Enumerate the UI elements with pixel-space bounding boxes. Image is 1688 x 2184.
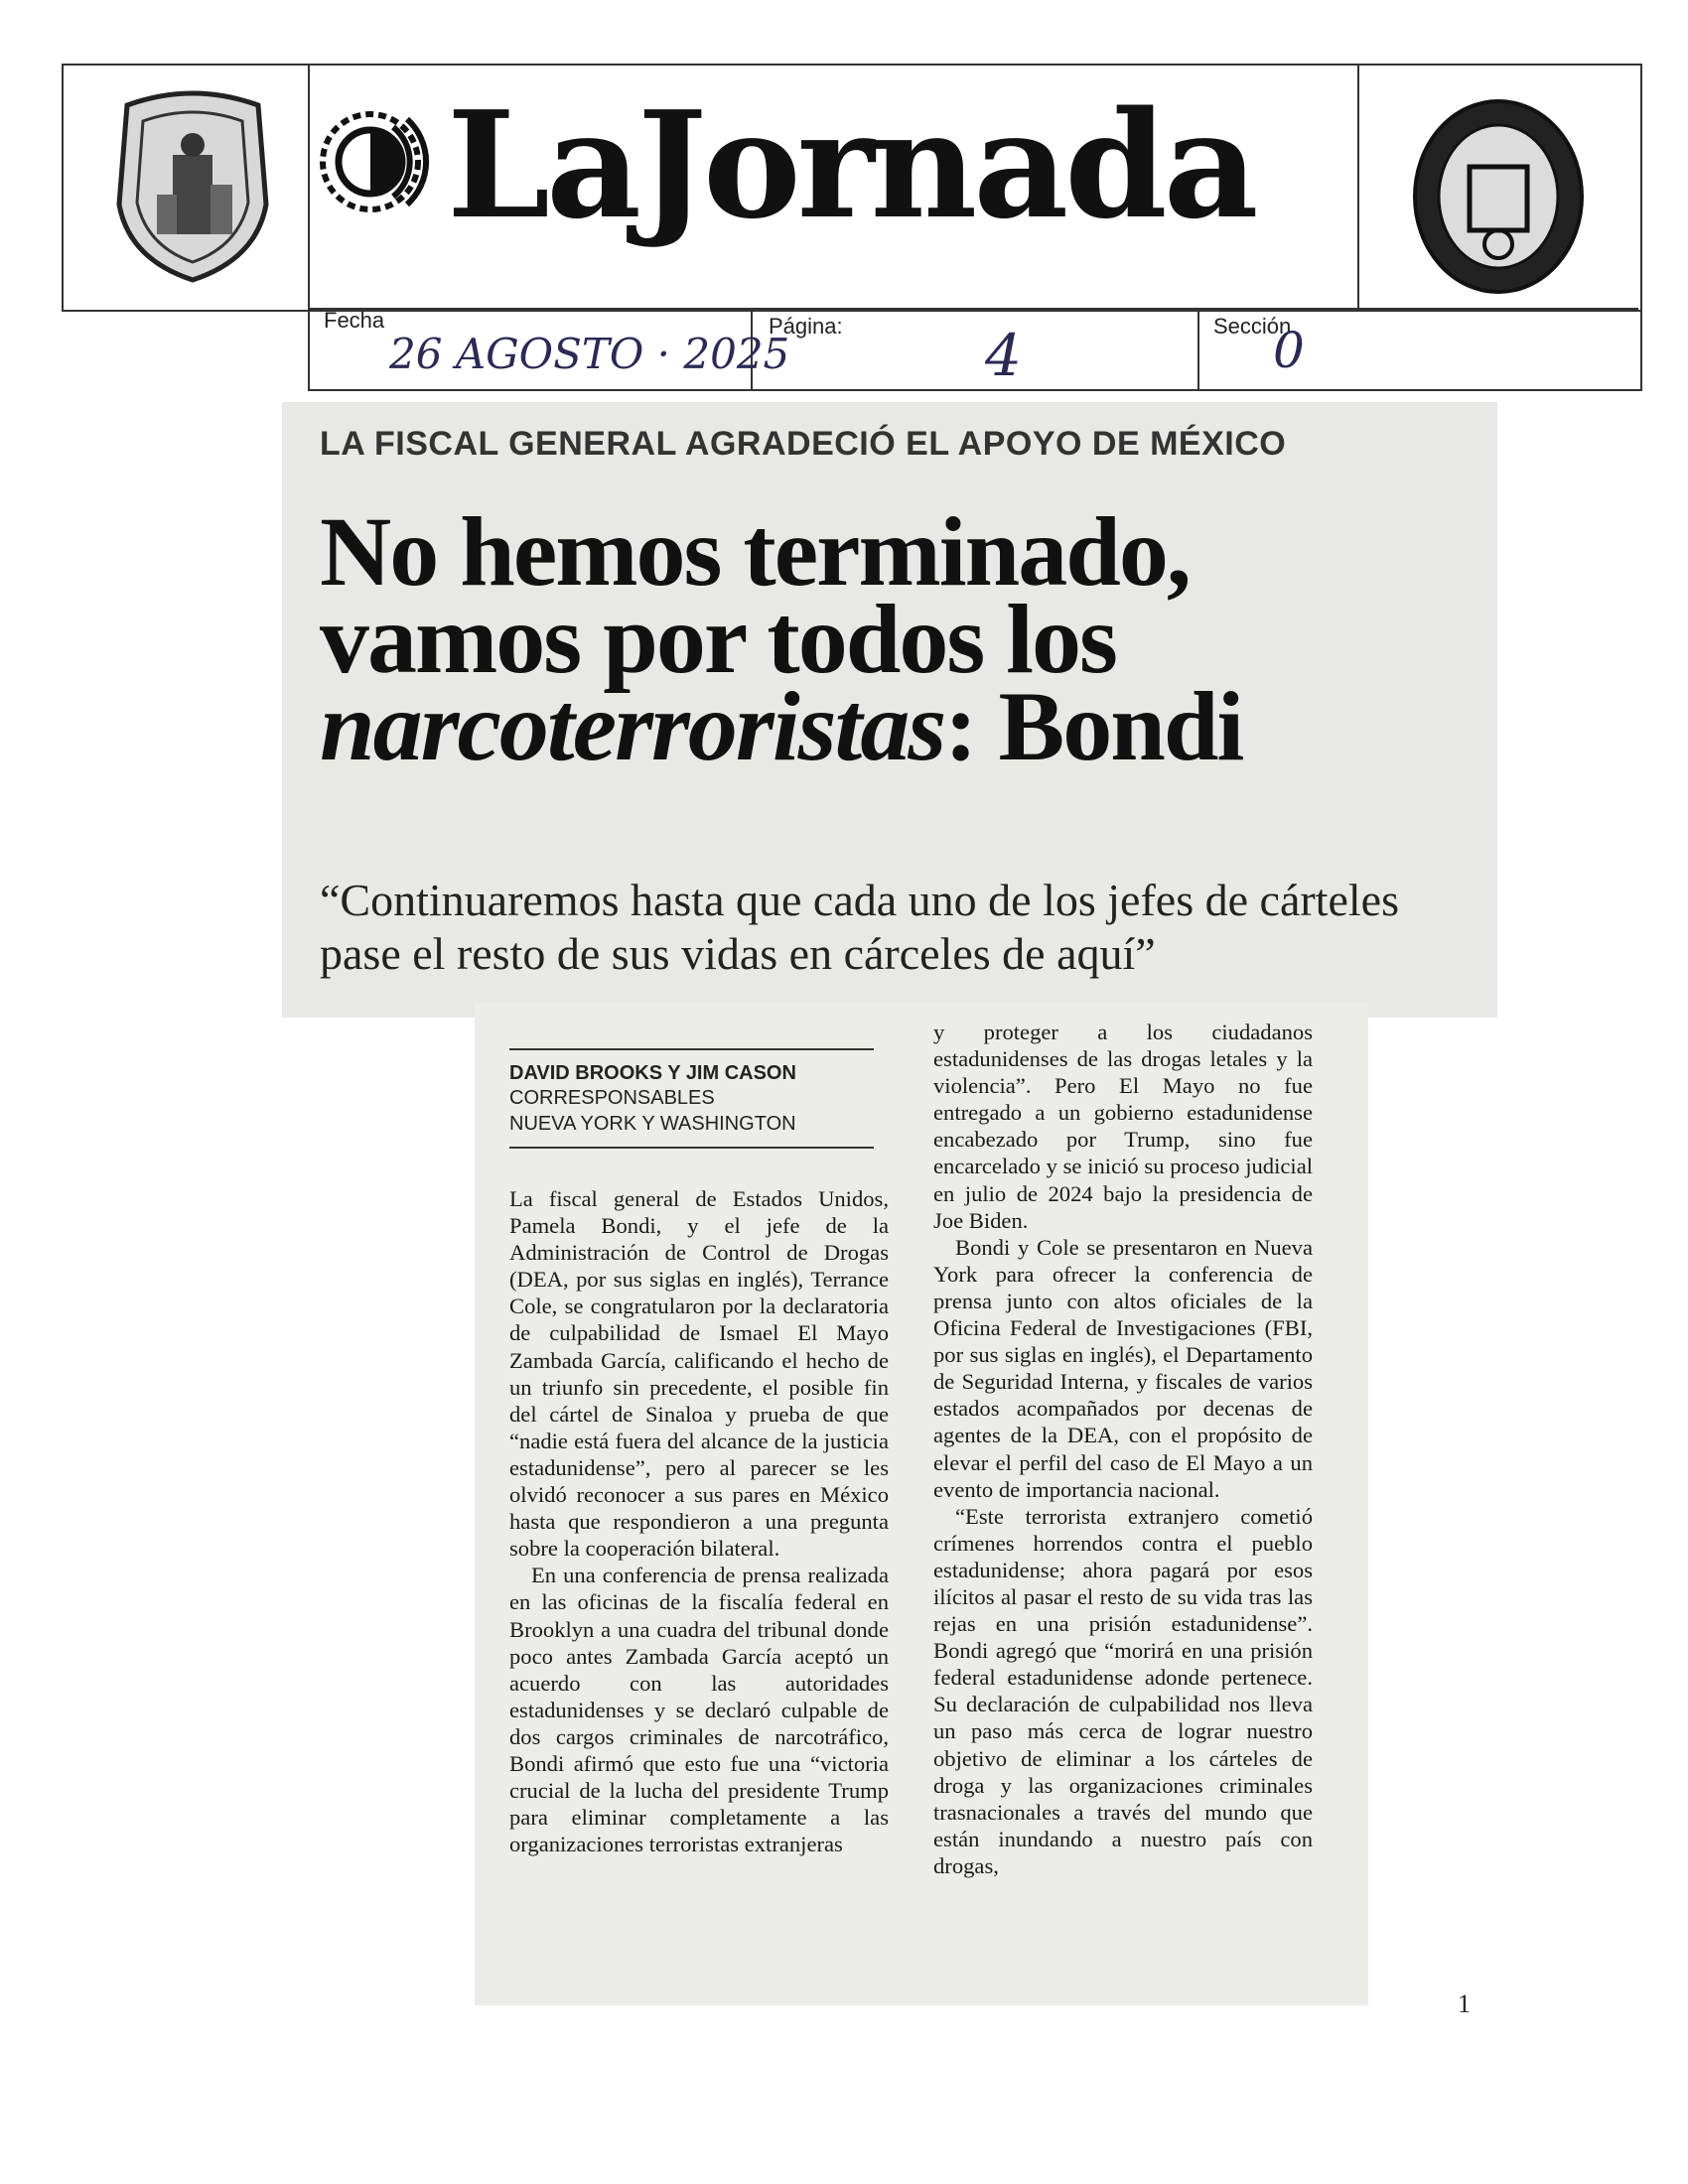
byline-place: NUEVA YORK Y WASHINGTON <box>509 1113 796 1135</box>
seccion-value: 0 <box>1273 322 1305 379</box>
union-seal-icon <box>1408 97 1589 296</box>
seccion-label: Sección <box>1213 314 1292 339</box>
page-number: 1 <box>1458 1989 1471 2018</box>
city-seal-icon <box>107 85 278 284</box>
byline-names: DAVID BROOKS Y JIM CASON <box>509 1062 796 1084</box>
article-column-2 <box>933 1019 1313 1879</box>
sun-logo-icon <box>316 107 435 216</box>
headline-line-3 <box>320 671 1481 781</box>
masthead-divider-left <box>308 64 310 308</box>
column-1-paragraph-2: En una conferencia de prensa realizada en las oficinas de la fiscalía federal en Brooklyn a una cuadra del tribunal donde poco antes Zambada García aceptó un acuerdo con las autoridades estadunidenses y se declaró culpable de dos cargos criminales de narcotráfico, Bondi afirmó que esto fue una “victoria crucial de la lucha del presidente Trump para eliminar completamente a las organizaciones terroristas extranjeras <box>509 1563 889 1857</box>
column-1-paragraph-1: La fiscal general de Estados Unidos, Pamela Bondi, y el jefe de la Administración de Control de Drogas (DEA, por sus siglas en inglés), Terrance Cole, se congratularon por la declaratoria de culpabilidad de Ismael El Mayo Zambada García, calificando el hecho de un triunfo sin precedente, el posible fin del cártel de Sinaloa y prueba de que “nadie está fuera del alcance de la justicia estadunidense”, pero al parecer se les olvidó reconocer a sus pares en México hasta que respondieron a una pregunta sobre la cooperación bilateral. <box>509 1186 889 1562</box>
article-subheadline: “Continuaremos hasta que cada uno de los jefes de cárteles pase el resto de sus vidas en cárceles de aquí” <box>320 875 1399 979</box>
article-column-1 <box>509 1185 889 1857</box>
fecha-label: Fecha <box>324 308 385 333</box>
pagina-label: Página: <box>769 314 843 339</box>
masthead-divider-right <box>1357 64 1359 308</box>
headline-line-2: vamos por todos los <box>320 584 1116 694</box>
byline-role: CORRESPONSABLES <box>509 1087 715 1109</box>
article-byline <box>509 1048 874 1149</box>
headline-ending: : Bondi <box>944 671 1243 781</box>
pagina-value: 4 <box>985 322 1022 389</box>
newspaper-logo: LaJornada <box>447 78 1255 251</box>
article-headline <box>320 496 1481 781</box>
field-divider-2 <box>1197 308 1199 389</box>
column-2-paragraph-2: Bondi y Cole se presentaron en Nueva York para ofrecer la conferencia de prensa junto con altos oficiales de la Oficina Federal de Investigaciones (FBI, por sus siglas en inglés), el Departamento de Seguridad Interna, y fiscales de varios estados acompañados por decenas de agentes de la DEA, con el propósito de elevar el perfil del caso de El Mayo a un evento de importancia nacional. <box>933 1234 1313 1502</box>
column-2-paragraph-3: “Este terrorista extranjero cometió crímenes horrendos contra el pueblo estadunidense; ahora pagará por esos ilícitos al pasar el resto de su vida tras las rejas en una prisión estadunidense”. Bondi agregó que “morirá en una prisión federal estadunidense adonde pertenece. Su declaración de culpabilidad nos lleva un paso más cerca de lograr nuestro objetivo de eliminar a los cárteles de droga y las organizaciones criminales trasnacionales a través del mundo que están inundando a nuestro país con drogas, <box>933 1503 1313 1878</box>
headline-italic-word: narcoterroristas <box>320 671 945 781</box>
headline-line-1: No hemos terminado, <box>320 496 1190 607</box>
fecha-value: 26 AGOSTO · 2025 <box>389 330 790 378</box>
article-kicker: LA FISCAL GENERAL AGRADECIÓ EL APOYO DE MÉXICO <box>320 425 1287 463</box>
column-2-paragraph-1: y proteger a los ciudadanos estadunidenses de las drogas letales y la violencia”. Pero El Mayo no fue entregado a un gobierno estadunidense encabezado por Trump, sino fue encarcelado y se inició su proceso judicial en julio de 2024 bajo la presidencia de Joe Biden. <box>933 1020 1313 1233</box>
